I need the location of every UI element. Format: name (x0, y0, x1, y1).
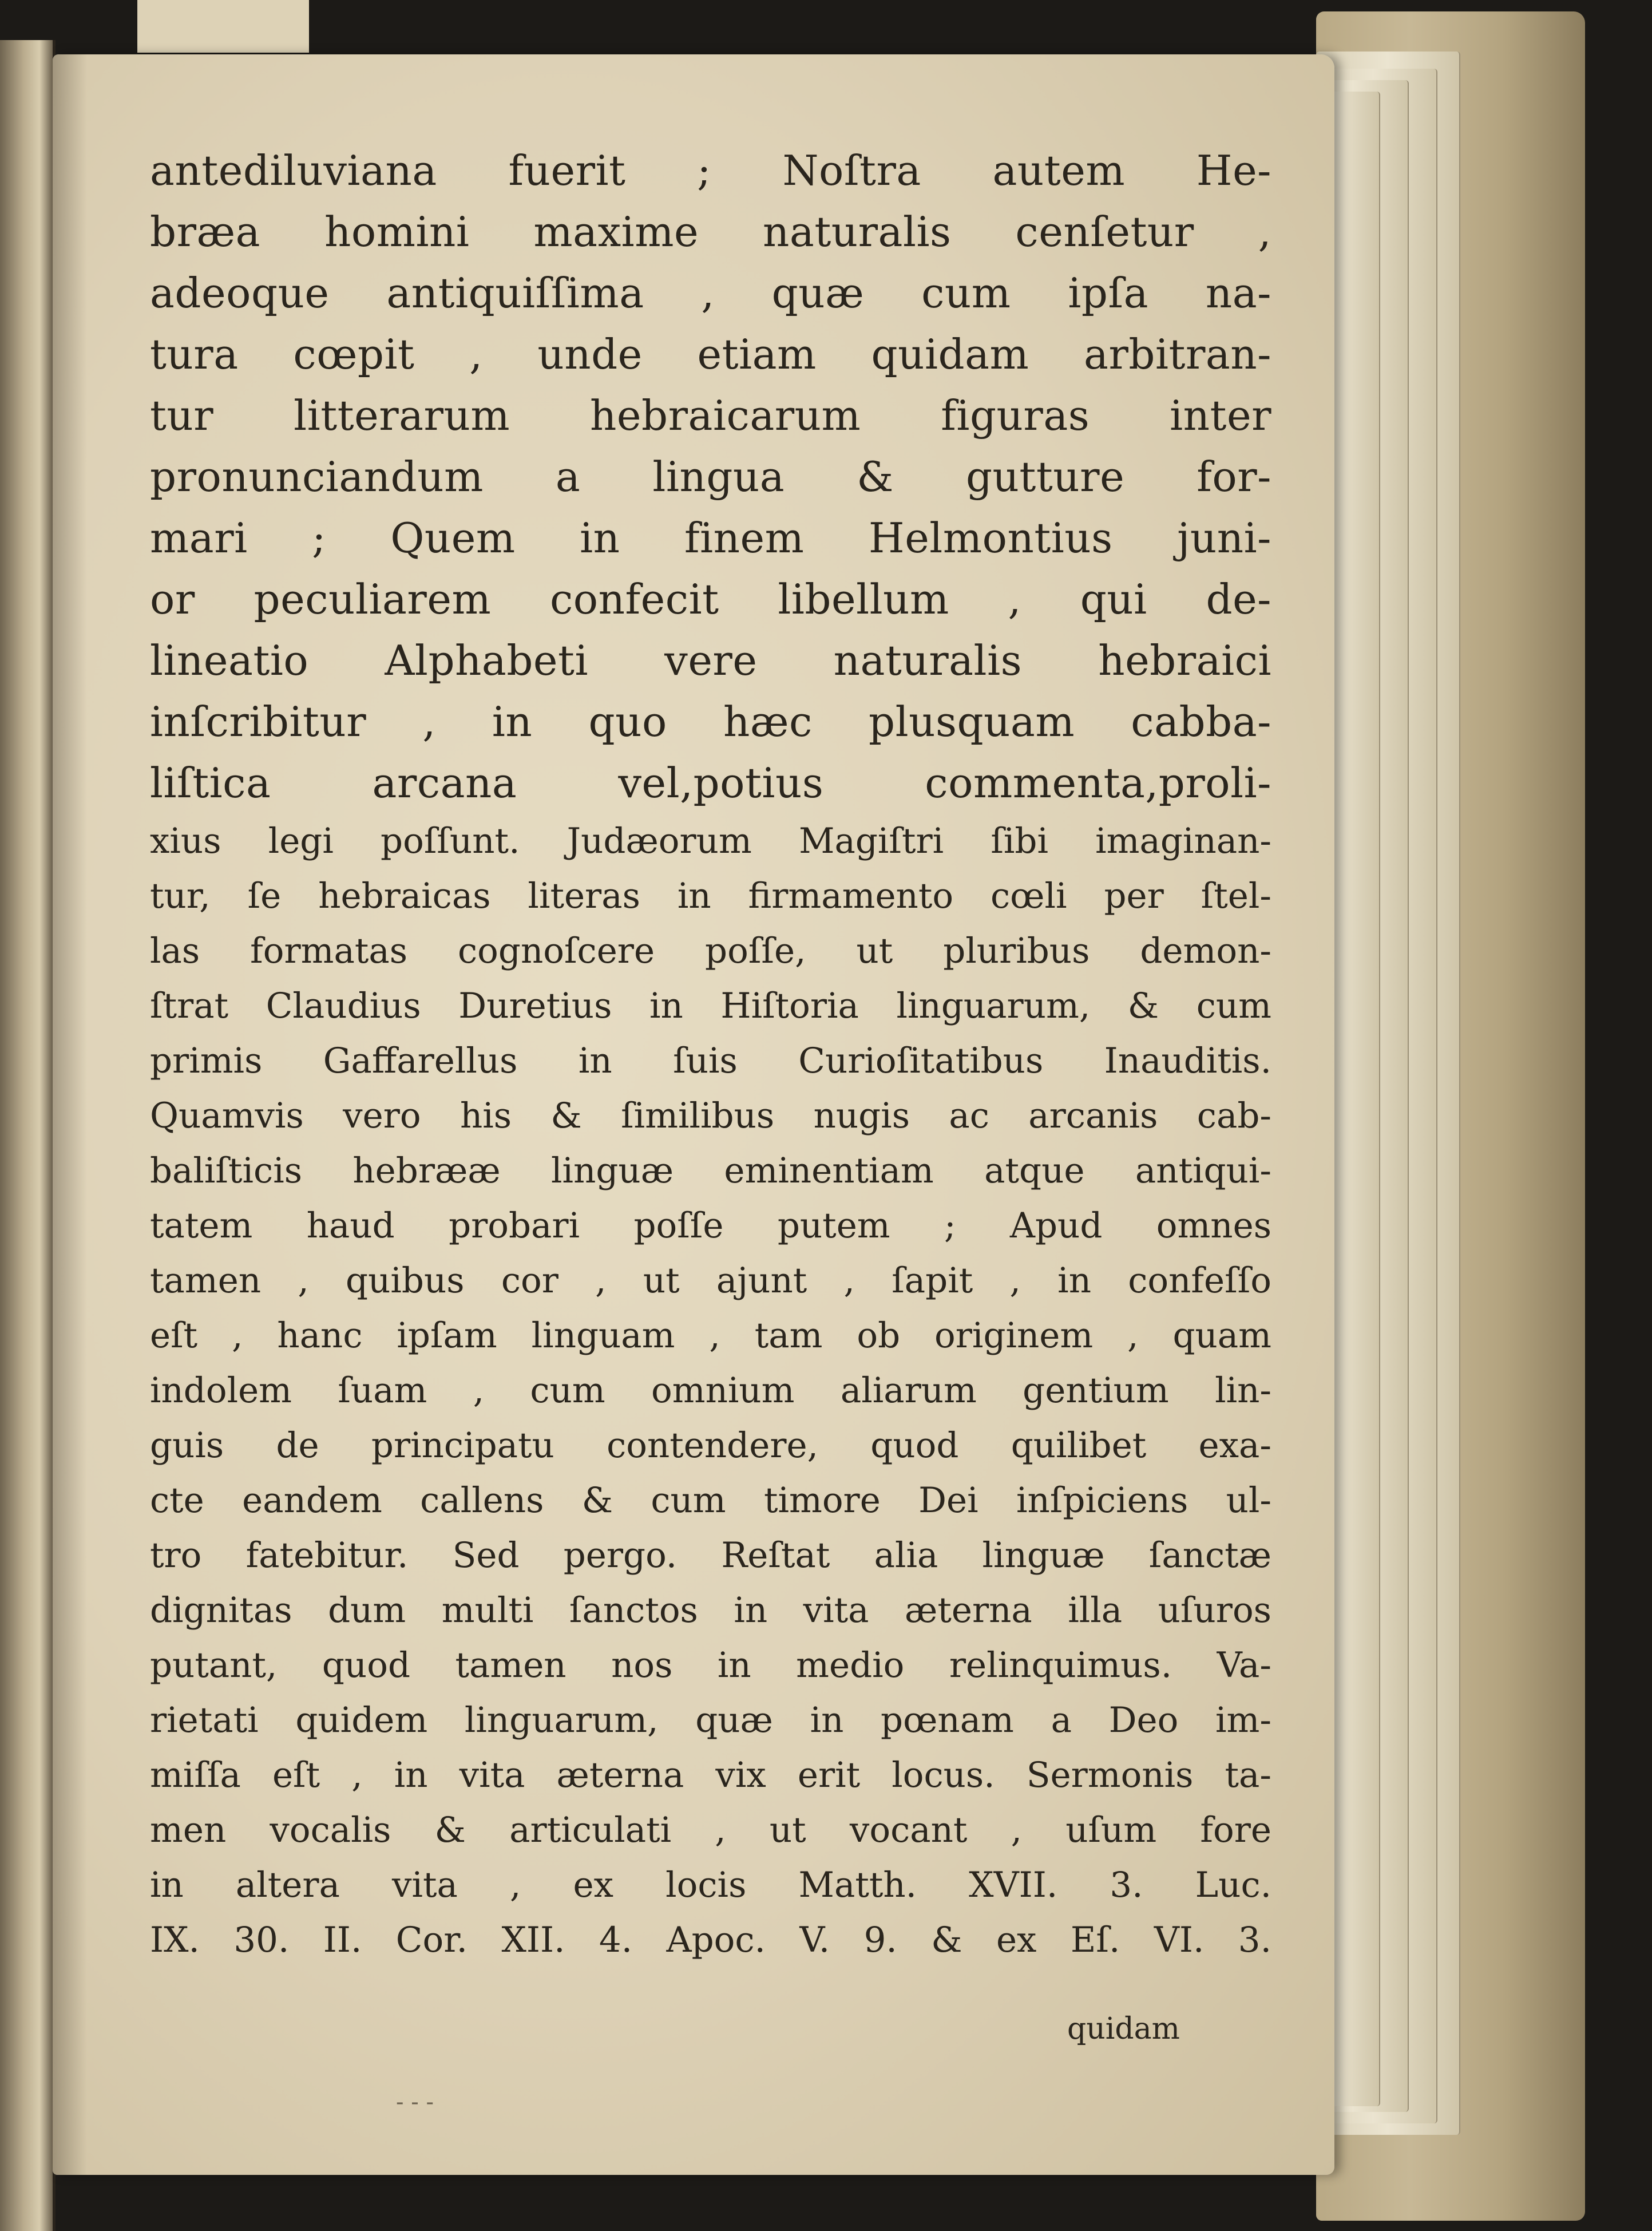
text-line: antediluviana fuerit ; Noſtra autem He- (150, 147, 1271, 195)
text-line: miſſa eſt , in vita æterna vix erit locus. Sermonis ta- (150, 1755, 1271, 1795)
text-line: pronunciandum a lingua & gutture for- (150, 453, 1271, 501)
text-line: liſtica arcana vel,potius commenta,proli- (150, 759, 1271, 807)
text-line: baliſticis hebrææ linguæ eminentiam atque antiqui- (150, 1150, 1271, 1191)
text-line: in altera vita , ex locis Matth. XVII. 3. Luc. (150, 1865, 1271, 1905)
text-line: eſt , hanc ipſam linguam , tam ob originem , quam (150, 1315, 1271, 1356)
text-line: tatem haud probari poſſe putem ; Apud omnes (150, 1205, 1271, 1246)
text-line: lineatio Alphabeti vere naturalis hebraici (150, 636, 1271, 685)
facing-page-edge (0, 40, 56, 2231)
text-line: men vocalis & articulati , ut vocant , uſum fore (150, 1810, 1271, 1850)
text-line: inſcribitur , in quo hæc plusquam cabba- (150, 698, 1271, 746)
catchword: quidam (1067, 2012, 1180, 2046)
text-line: indolem ſuam , cum omnium aliarum gentium lin- (150, 1370, 1271, 1411)
text-line: putant, quod tamen nos in medio relinquimus. Va- (150, 1645, 1271, 1686)
text-line: dignitas dum multi ſanctos in vita æterna illa uſuros (150, 1590, 1271, 1631)
text-line: Quamvis vero his & ſimilibus nugis ac arcanis cab- (150, 1095, 1271, 1136)
text-line: guis de principatu contendere, quod quilibet exa- (150, 1425, 1271, 1466)
text-line: IX. 30. II. Cor. XII. 4. Apoc. V. 9. & ex Eſ. VI. 3. (150, 1920, 1271, 1960)
text-line: xius legi poſſunt. Judæorum Magiſtri ſibi imaginan- (150, 821, 1271, 861)
text-line: bræa homini maxime naturalis cenſetur , (150, 208, 1271, 256)
text-line: tur litterarum hebraicarum figuras inter (150, 391, 1271, 440)
text-line: mari ; Quem in finem Helmontius juni- (150, 514, 1271, 562)
text-line: tro fatebitur. Sed pergo. Reſtat alia linguæ ſanctæ (150, 1535, 1271, 1576)
body-text (150, 140, 1271, 1968)
text-line: ſtrat Claudius Duretius in Hiſtoria linguarum, & cum (150, 986, 1271, 1026)
text-line: tura cœpit , unde etiam quidam arbitran- (150, 330, 1271, 378)
text-line: las formatas cognoſcere poſſe, ut pluribus demon- (150, 931, 1271, 971)
text-line: adeoque antiquiſſima , quæ cum ipſa na- (150, 269, 1271, 317)
text-line: cte eandem callens & cum timore Dei inſpiciens ul- (150, 1480, 1271, 1521)
text-line: tamen , quibus cor , ut ajunt , ſapit , in confeſſo (150, 1260, 1271, 1301)
text-line: rietati quidem linguarum, quæ in pœnam a Deo im- (150, 1700, 1271, 1741)
book-page (53, 54, 1334, 2175)
text-line: primis Gaffarellus in ſuis Curioſitatibus Inauditis. (150, 1041, 1271, 1081)
page-tab-strip (137, 0, 309, 53)
text-line: tur, ſe hebraicas literas in firmamento cœli per ſtel- (150, 876, 1271, 916)
text-line: or peculiarem confecit libellum , qui de- (150, 575, 1271, 623)
bottom-mark: - - - (396, 2089, 434, 2115)
